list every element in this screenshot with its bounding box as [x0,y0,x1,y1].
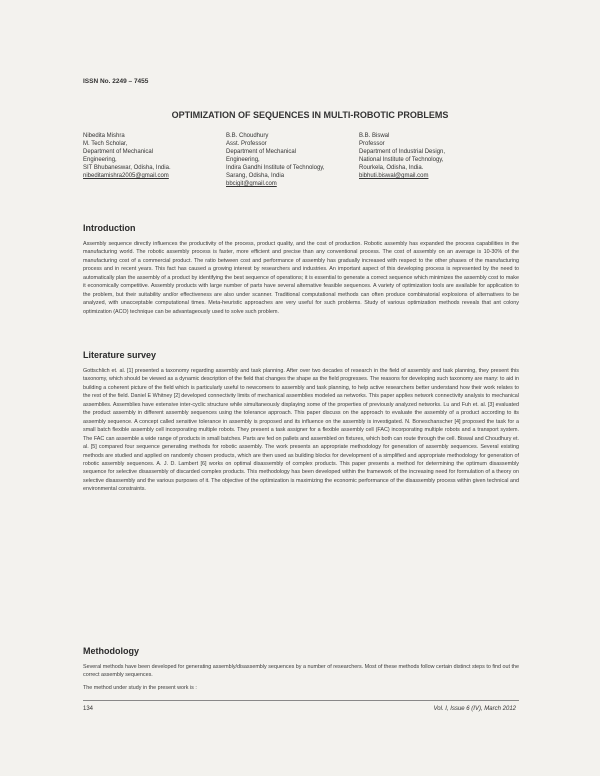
methodology-paragraph-2: The method under study in the present work is : [83,685,197,691]
author-affiliation-line: Asst. Professor [226,141,267,147]
section-heading-introduction: Introduction [83,223,136,233]
author-affiliation-line: Sarang, Odisha, India [226,173,285,179]
section-heading-methodology: Methodology [83,646,139,656]
author-name: B.B. Biswal [359,133,390,139]
author-name: Nibedita Mishra [83,133,125,139]
author-affiliation-line: Engineering, [83,157,117,163]
author-email[interactable]: nibeditamishra2005@gmail.com [83,173,169,179]
author-affiliation-line: SIT Bhubaneswar, Odisha, India. [83,165,171,171]
paper-title: OPTIMIZATION OF SEQUENCES IN MULTI-ROBOTIC PROBLEMS [171,110,449,120]
author-affiliation-line: Engineering, [226,157,260,163]
author-name: B.B. Choudhury [226,133,269,139]
introduction-paragraph: Assembly sequence directly influences the productivity of the process, product quality, and the cost of production. Robotic assembly has expanded the process capabilities in the manufacturing world. The robotic assembly process is faster, more efficient and precise than any conventional process. The cost of assembly on an average is 10-30% of the manufacturing cost of a commercial product. The ratio between cost and performance of assembly has gradually increased with respect to the other phases of the manufacturing process and in recent years. This fact has caused a growing interest by researchers and industries. An important aspect of this developing process is represented by the need to automatically plan the assembly of a product by identifying the best sequence of operations; it is essential to generate a correct sequence which minimizes the assembly cost to make it economically competitive. Assembly products with large number of parts have several alternative feasible sequences. A variety of optimization tools are available for application to the problem, but their suitability and/or effectiveness are also under scanner. Traditional computational methods can often produce combinatorial explosions of alternatives to be analyzed, with unacceptable computational times. Meta-heuristic approaches are very useful for such problems. Study of various optimization methods reveals that ant colony optimization (ACO) technique can be advantageously used to solve such problem. [83,241,519,315]
author-affiliation-line: Department of Industrial Design, [359,149,446,155]
issn-label: ISSN No. 2249 – 7455 [83,78,149,85]
page-number: 134 [83,706,94,712]
author-email[interactable]: bibhuti.biswal@gmail.com [359,173,429,179]
author-email[interactable]: bbcigit@gmail.com [226,181,277,187]
author-affiliation-line: M. Tech Scholar, [83,141,128,147]
author-affiliation-line: Department of Mechanical [83,149,154,155]
author-affiliation-line: Department of Mechanical [226,149,297,155]
author-affiliation-line: National Institute of Technology, [359,157,444,163]
footer-divider [83,700,519,701]
author-affiliation-line: Professor [359,141,385,147]
author-block-2 [226,132,325,188]
author-affiliation-line: Rourkela, Odisha, India. [359,165,424,171]
section-heading-literature: Literature survey [83,350,157,360]
author-block-1 [83,132,171,180]
journal-issue: Vol. I, Issue 6 (IV), March 2012 [433,706,516,712]
author-block-3 [359,132,445,180]
author-affiliation-line: Indira Gandhi Institute of Technology, [226,165,325,171]
literature-paragraph: Gottschlich et. al. [1] presented a taxonomy regarding assembly and task planning. After over two decades of research in the field of assembly and task planning, they present this taxonomy, which should be viewed as a dynamic description of the field that changes the shape as the field progresses. The reasons for developing such taxonomy are many: to aid in building a coherent picture of the field which is particularly useful to newcomers to assembly and task planning, to help active researchers better understand how their work relates to the rest of the field. Daniel E Whitney [2] developed connectivity limits of mechanical assemblies modeled as networks. This paper applies network connectivity analysis to mechanical assemblies. Assemblies have extensive inter-cyclic structure while simultaneously displaying some of the properties of previously analyzed networks. Lu and Fuh et. al. [3] evaluated the product assembly in different assembly sequences using the tolerance approach. This paper discuss on the approach to evaluate the assembly of a product according to its assembly sequence. A concept called sensitive tolerance in assembly is proposed and its influence on the assembly is investigated. N. Boneschanscher [4] proposed the task for a small batch flexible assembly cell incorporating multiple robots. They present a task assigner for a flexible assembly cell (FAC) incorporating multiple robots and a transport system. The FAC can assemble a wide range of products in small batches. Parts are fed on pallets and assembled on fixtures, which both can route through the cell. Biswal and Choudhury et. al. [5] compared four sequence generating methods for robotic assembly. The work presents an appropriate methodology for generation of assembly sequences. Several existing methods are studied and applied on randomly chosen products, which are then used as building blocks for development of a simplified and appropriate methodology for generation of robotic assembly sequences. A. J. D. Lambert [6] works on optimal disassembly of complex products. This paper presents a method for determining the optimum disassembly sequence for selective disassembly of discarded complex products. This methodology has been developed within the framework of the increasing need for formulation of a theory on selective disassembly and the various purposes of it. The objective of the optimization is maximizing the economic performance of the disassembly process within given technical and environmental constraints. [83,368,519,493]
methodology-paragraph: Several methods have been developed for generating assembly/disassembly sequences by a number of researchers. Most of these methods follow certain distinct steps to find out the correct assembly sequences. [83,664,519,679]
